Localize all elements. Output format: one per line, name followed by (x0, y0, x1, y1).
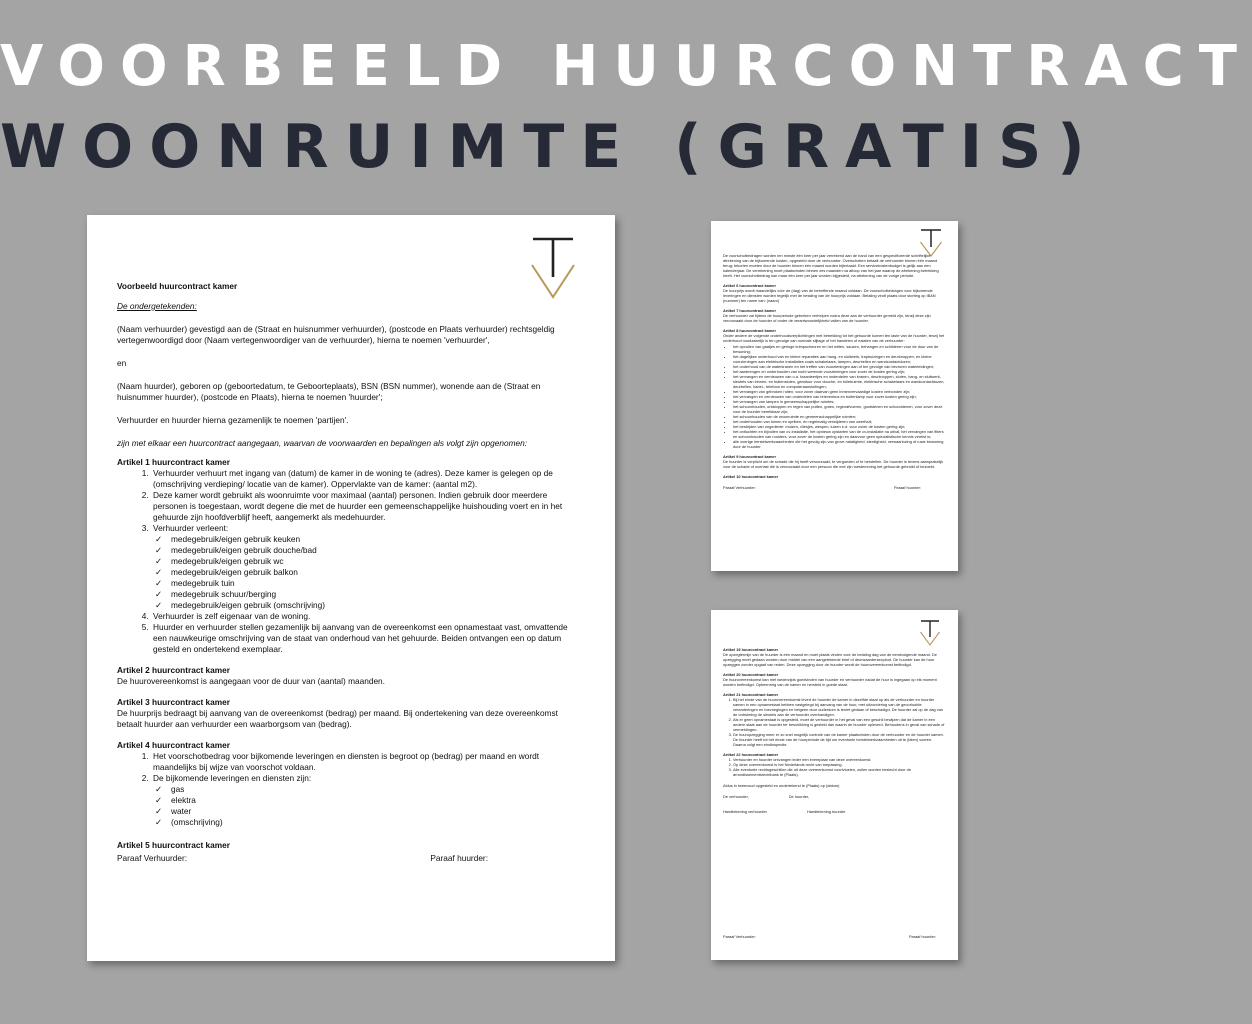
list-item: 3. De huuropzegging meer er zo snel mogelijk controle van de kamer plaatsvinden door de verhuurder en de huurder samen. De huurder heeft tot het einde van de huurperiode de tijd om eventuele herstelwerkzaamheden uit te (laten) voeren. Daarna volgt een eindinspectie. (733, 732, 945, 747)
page-3-text (723, 647, 945, 814)
tenant-label: De huurder, (788, 794, 810, 799)
list-item: 1. Het voorschotbedrag voor bijkomende leveringen en diensten is begroot op (bedrag) per maand en wordt maandelijks bij wijze van voorschot voldaan. (151, 751, 583, 773)
checklist-item: ✓ medegebruik/eigen gebruik balkon (169, 567, 583, 578)
article-8-title: Artikel 8 huurcontract kamer (723, 328, 776, 333)
article-8-text: Onder andere de volgende onderhoudsverplichtingen met betrekking tot het gehuurde komen ten laste van de huurder, tenzij het onderhoud noodzakelijk is ten gevolge van normale slijtage of het handelen of nalaten van de verhuurder: (723, 333, 945, 343)
checklist-item: ✓ elektra (169, 795, 583, 806)
checklist-item: ✓ medegebruik/eigen gebruik douche/bad (169, 545, 583, 556)
list-item: • het opvullen van gaatjes en geringe krimpscheuren en het witten, sauzen, behangen en schilderen voor de duur van de bewoning; (733, 344, 945, 354)
list-item: 4. Verhuurder is zelf eigenaar van de woning. (151, 611, 583, 622)
article-9-title: Artikel 9 huurcontract kamer (723, 454, 776, 459)
list-item: 2. Deze kamer wordt gebruikt als woonruimte voor maximaal (aantal) personen. Indien gebruik door meerdere personen is toegestaan, wordt degene die met de huurder een gemeenschappelijke huishouding voert en in het gehuurde zijn hoofdverblijf heeft, aangemerkt als medehuurder. (151, 490, 583, 523)
article-20-title: Artikel 20 huurcontract kamer (723, 672, 779, 677)
list-item: • het schoonhouden, ontstoppen en regen van putten, goten, regenafvoeren, gootstenen en schoorstenen, voor zover deze voor de huurder bereikbaar zijn; (733, 404, 945, 414)
checklist-item: ✓ medegebruik/eigen gebruik keuken (169, 534, 583, 545)
initials-landlord: Paraaf Verhuurder: (723, 485, 756, 490)
facilities-checklist (153, 534, 583, 611)
signatories-label: De ondergetekenden: (117, 301, 197, 311)
article-3-title: Artikel 3 huurcontract kamer (117, 697, 230, 707)
landlord-paragraph: (Naam verhuurder) gevestigd aan de (Straat en huisnummer verhuurder), (postcode en Plaats verhuurder) rechtsgeldig vertegenwoordigd door (Naam vertegenwoordiger van de verhuurder), hierna te noemen 'verhuurder', (117, 324, 555, 345)
contract-page-preview-3 (711, 610, 958, 960)
contract-text (117, 281, 583, 864)
list-item: 2. Op deze overeenkomst is het Nederlands recht van toepassing. (733, 762, 945, 767)
list-item: 1. Verhuurder en huurder ontvangen ieder een exemplaar van deze overeenkomst. (733, 757, 945, 762)
list-item: • het dagelijkse onderhoud van en kleine reparaties aan hang- en sluitwerk, trapbuizingen en deurknoppen, en kleine voorzieningen aan elektrische installaties zoals schakelaars, lampen, deurbellen en wandcontactdozen; (733, 354, 945, 364)
intro-paragraph: De voorschotbedragen worden ten minste één keer per jaar verrekend aan de hand van een gespecificeerde schriftelijke afrekening van de bijkomende kosten, opgesteld door de verhuurder. Overschotten betaalt de verhuurder binnen één maand terug; tekorten moeten door de huurder binnen één maand worden bijbetaald. Een servicekostenbudget is gelijk aan een kalenderjaar. De verrekening moet plaatsvinden binnen zes maanden na afloop van het jaar waarop de afrekening betrekking heeft. Het voorschotbedrag kan maar één keer per jaar worden bijgesteld, na afrekening van de vorige periode. (723, 253, 939, 278)
initials-tenant: Paraaf huurder: (430, 853, 488, 863)
list-item: • het vervangen en vernieuwen van o.a. kraanleertjes en onderdelen van kranen, deurknoppen, sloten, hang- en sluitwerk, sleutels van binnen- en buitensloten, garnituur voor douche- en toiletruimte, elektrische schakelaars en wandcontactdozen, deurbellen, kabel-, telefoon en computeraansluitingen; (733, 374, 945, 389)
t-chevron-logo-icon (920, 618, 940, 646)
article-21-title: Artikel 21 huurcontract kamer (723, 692, 779, 697)
checklist-item: ✓ water (169, 806, 583, 817)
tenant-paragraph: (Naam huurder), geboren op (geboortedatum, te Geboorteplaats), BSN (BSN nummer), wonende aan de (Straat en huisnummer huurder), (postcode en Plaats), hierna te noemen 'huurder'; (117, 381, 541, 402)
list-item: • het vervangen van lampen in gemeenschappelijke ruimtes; (733, 399, 945, 404)
article-2-title: Artikel 2 huurcontract kamer (117, 665, 230, 675)
landlord-label: De verhuurder, (723, 794, 749, 799)
list-item (151, 523, 583, 611)
tenant-signature: Handtekening huurder (806, 809, 846, 814)
article-20-text: De huurovereenkomst kan met wederzijds goedvinden van huurder en verhuurder nadat de huur is ingegaan op elk moment worden beëindigd. Opbeenring van de kamer en hersteld in goede staat. (723, 677, 937, 687)
services-checklist (153, 784, 583, 828)
signatories-row (723, 794, 945, 799)
list-item: • het bestrijden van ongedierte: muizen, vliesjes, wespen, luizen e.d. voor zover de kosten gering zijn; (733, 424, 945, 429)
checklist-item: ✓ gas (169, 784, 583, 795)
article-4-title: Artikel 4 huurcontract kamer (117, 740, 230, 750)
list-item (151, 773, 583, 828)
title-line-2: WOONRUIMTE (GRATIS) (0, 112, 1101, 182)
list-item: 2. Als er geen opnamestaat is opgesteld, moet de verhuurder in het geval van een geschil bewijzen dat de kamer in een andere staat aan de huurder ter beschikking is gesteld dan waarin de huurder opleverd. Behoudens in geval van schade of vermeldingen. (733, 717, 945, 732)
contract-page-main (87, 215, 615, 961)
and-word: en (117, 358, 127, 368)
initials-tenant: Paraaf huurder: (908, 934, 936, 939)
list-item-text: Verhuurder verleent: (153, 523, 229, 533)
initials-tenant: Paraaf huurder: (893, 485, 921, 490)
list-item: • alle overige herstelwerkzaamheden die het gevolg zijn van grove nalatigheid, sterdigheid, verwaarlozing of ruwe bewoning door de huurder. (733, 439, 945, 449)
article-19-title: Artikel 19 huurcontract kamer (723, 647, 779, 652)
list-item: 1. Verhuurder verhuurt met ingang van (datum) de kamer in de woning te (adres). Deze kamer is gelegen op de (omschrijving verdieping/ locatie van de kamer). Oppervlakte van de kamer: (aantal m2). (151, 468, 583, 490)
article-1-list (117, 468, 583, 655)
title-line-1: VOORBEELD HUURCONTRACT (0, 34, 1252, 99)
signature-row (723, 809, 945, 814)
landlord-signature: Handtekening verhuurder (723, 809, 767, 814)
article-22-list (723, 757, 945, 777)
article-9-text: De huurder is verplicht om de schade die hij heeft veroorzaakt, te vergoeden of te herstellen. De huurder is tevens aansprakelijk voor de schade of overlast die is veroorzaakt door een persoon die met zijn toestemming het gehuurde gebruikt of bezoekt. (723, 459, 944, 469)
article-4-list (117, 751, 583, 828)
article-3-text: De huurprijs bedraagt bij aanvang van de overeenkomst (bedrag) per maand. Bij ondertekening van deze overeenkomst betaalt huurder aan verhuurder een waarborgsom van (bedrag). (117, 708, 558, 729)
list-item: • het ontluchten en bijvullen van cv-installatie, het opnieuw opstarten van de cv-installatie na uitval, het vervangen van filters en schoonhouden van roosters, voor zover de kosten gering zijn en daarvoor geen specialistische kennis vereist is; (733, 429, 945, 439)
list-item: • het vervangen van gebroken ruiten, voor zover daarvan geen inmenvervaardige kosten verbonden zijn; (733, 389, 945, 394)
contract-heading: Voorbeeld huurcontract kamer (117, 281, 238, 291)
checklist-item: ✓ (omschrijving) (169, 817, 583, 828)
list-item: • het schoonhouden van de woonruimte en gemeenschappelijke ruimten; (733, 414, 945, 419)
parties-paragraph: Verhuurder en huurder hierna gezamenlijk te noemen 'partijen'. (117, 415, 349, 425)
agreement-paragraph: zijn met elkaar een huurcontract aangegaan, waarvan de voorwaarden en bepalingen als volgt zijn opgenomen: (117, 438, 528, 448)
list-item: 3. Alle eventuele rechtsgeschillen die uit deze overeenkomst voortvloeien, zullen worden beslecht door de arrondissementsrechtbank te (Plaats). (733, 767, 945, 777)
list-item: • het vervangen en vernieuwen van onderdelen van brievenbus en buitenlamp voor zover kosten gering zijn; (733, 394, 945, 399)
closing-line: Aldus in tweevoud opgesteld en ondertekend te (Plaats) op (datum) (723, 783, 840, 788)
initials-landlord: Paraaf Verhuurder: (723, 934, 756, 939)
initials-row (723, 934, 936, 939)
article-7-title: Artikel 7 huurcontract kamer (723, 308, 776, 313)
article-7-text: De verhuurder zal tijdens de huurperiode gebreken verhelpen zodra deze aan de verhuurder gemeld zijn, tenzij deze zijn veroorzaakt door de huurder of onder de verantwoordelijkheid vallen van de huurder. (723, 313, 931, 323)
article-6-title: Artikel 6 huurcontract kamer (723, 283, 776, 288)
initials-row (117, 853, 583, 864)
article-19-text: De opzegtermijn van de huurder is één maand en moet plaats vinden vóór de betaling dag van de eerstvolgende maand. De opzegging moet gedaan worden door middel van een aangetekende brief of deurwaardersexploot. De huurder kan de huur opzeggen zonder opgaaf van reden. Deze opzegging door de huurder wordt de huurovereenkomst beëindigd. (723, 652, 937, 667)
checklist-item: ✓ medegebruik tuin (169, 578, 583, 589)
list-item-text: De bijkomende leveringen en diensten zijn: (153, 773, 312, 783)
list-item: 1. Bij het einde van de huurovereenkomst levert de huurder de kamer in dezelfde staat op als de verhuurder en huurder samen in een opnamestaat hebben vastgelegd bij aanvang van de huur, met uitzondering van de geoorloofde veranderingen en toevoegingen en hetgeen door ouderdom is teniet gedaan of beschadigd. De huurder zal op de dag van de ontruiming de sleutels aan de verhuurder overhandigen. (733, 697, 945, 717)
initials-row (723, 485, 945, 490)
list-item: • het onderhouden van tuinen en opritten, en regelmatig verwijderen van zwerfvuil; (733, 419, 945, 424)
list-item: • het onderhoud van de waterkranen en het treffen van voorzieningen aan of ten gevolge van bevroren waterleidingen; (733, 364, 945, 369)
article-1-title: Artikel 1 huurcontract kamer (117, 457, 230, 467)
article-10-title: Artikel 10 huurcontract kamer (723, 474, 779, 479)
article-2-text: De huurovereenkomst is aangegaan voor de duur van (aantal) maanden. (117, 676, 385, 686)
list-item: 5. Huurder en verhuurder stellen gezamenlijk bij aanvang van de overeenkomst een opnamestaat vast, omvattende een nauwkeurige omschrijving van de staat van onderhoud van het gehuurde. Beiden ontvangen een op datum gesteld en ondertekend exemplaar. (151, 622, 583, 655)
checklist-item: ✓ medegebruik/eigen gebruik wc (169, 556, 583, 567)
checklist-item: ✓ medegebruik schuur/berging (169, 589, 583, 600)
initials-landlord: Paraaf Verhuurder: (117, 853, 188, 863)
list-item: • het aanbrengen en onderhouden van tocht werende voorzieningen voor zover de kosten gering zijn; (733, 369, 945, 374)
checklist-item: ✓ medegebruik/eigen gebruik (omschrijving) (169, 600, 583, 611)
article-22-title: Artikel 22 huurcontract kamer (723, 752, 779, 757)
article-8-list (723, 344, 945, 449)
contract-page-preview-2 (711, 221, 958, 571)
page-2-text (723, 253, 945, 490)
article-21-list (723, 697, 945, 747)
article-5-title: Artikel 5 huurcontract kamer (117, 840, 230, 850)
article-6-text: De huurprijs wordt maandelijks vóór de (dag) van de betreffende maand voldaan. De voorschotbedragen voor bijkomende leveringen en diensten worden tegelijk met de betaling van de huurprijs voldaan. Betaling vindt plaats door storting op IBAN (nummer) ten name van: (naam) (723, 288, 936, 303)
